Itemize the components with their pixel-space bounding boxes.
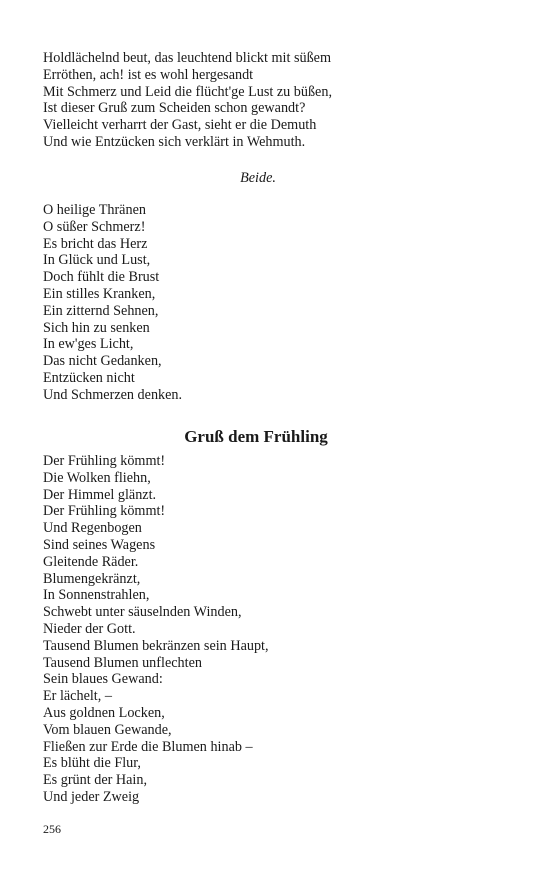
stanza-3 [43,453,483,806]
verse-line: Gleitende Räder. [43,553,139,570]
verse-line: Der Frühling kömmt! [43,503,166,520]
verse-line: Das nicht Gedanken, [43,353,162,370]
verse-line: Und jeder Zweig [43,788,140,805]
verse-line: Sich hin zu senken [43,319,150,336]
verse-line: Nieder der Gott. [43,620,136,637]
page-number: 256 [43,822,61,836]
verse-line: Vom blauen Gewande, [43,721,172,738]
verse-line: Tausend Blumen bekränzen sein Haupt, [43,637,269,654]
verse-line: Tausend Blumen unflechten [43,654,202,671]
verse-line: In Glück und Lust, [43,252,151,269]
verse-line: Er lächelt, – [43,688,112,705]
verse-line: Vielleicht verharrt der Gast, sieht er die Demuth [43,117,317,134]
verse-line: In ew'ges Licht, [43,336,134,353]
speaker-label: Beide. [240,170,276,186]
verse-line: Es grünt der Hain, [43,772,148,789]
poem-title: Gruß dem Frühling [184,427,328,446]
verse-line: Sein blaues Gewand: [43,671,163,688]
verse-line: In Sonnenstrahlen, [43,587,150,604]
verse-line: Schwebt unter säuselnden Winden, [43,604,242,621]
verse-line: Aus goldnen Locken, [43,704,165,721]
verse-line: Ein zitternd Sehnen, [43,302,159,319]
verse-line: Der Frühling kömmt! [43,453,166,469]
verse-line: Es bricht das Herz [43,235,148,252]
verse-line: Entzücken nicht [43,369,135,386]
verse-line: Die Wolken fliehn, [43,469,151,486]
stanza-2 [43,202,483,404]
verse-line: Mit Schmerz und Leid die flücht'ge Lust zu büßen, [43,83,332,100]
verse-line: Doch fühlt die Brust [43,269,160,286]
verse-line: Ein stilles Kranken, [43,285,156,302]
verse-line: Und Schmerzen denken. [43,386,183,403]
verse-line: Sind seines Wagens [43,536,156,553]
stanza-1 [43,50,483,151]
verse-line: Es blüht die Flur, [43,755,141,772]
verse-line: O süßer Schmerz! [43,218,146,235]
verse-line: Erröthen, ach! ist es wohl hergesandt [43,66,254,83]
verse-line: Und Regenbogen [43,520,142,537]
verse-line: Holdlächelnd beut, das leuchtend blickt mit süßem [43,50,332,66]
verse-line: O heilige Thränen [43,202,146,218]
verse-line: Fließen zur Erde die Blumen hinab – [43,738,253,755]
verse-line: Und wie Entzücken sich verklärt in Wehmuth. [43,133,306,150]
verse-line: Blumengekränzt, [43,570,141,587]
verse-line: Ist dieser Gruß zum Scheiden schon gewandt? [43,100,306,117]
verse-line: Der Himmel glänzt. [43,486,157,503]
